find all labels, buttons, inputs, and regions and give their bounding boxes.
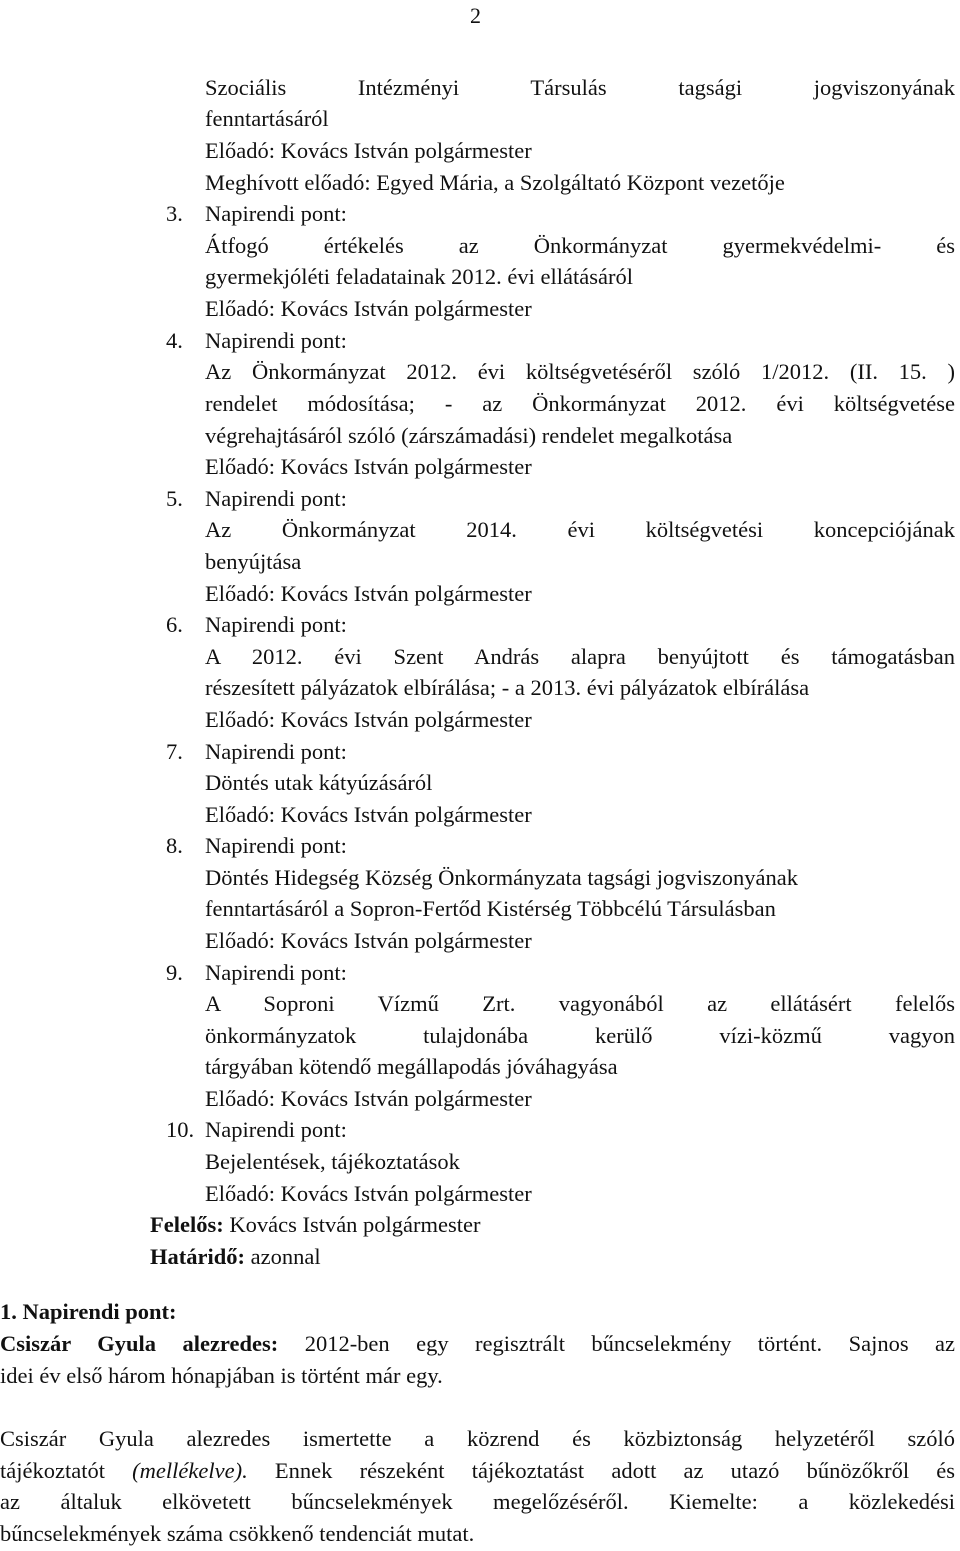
page-number: 2 xyxy=(470,3,481,28)
item-9-number: 9. xyxy=(166,960,183,985)
item-4-presenter: Előadó: Kovács István polgármester xyxy=(205,454,532,479)
item-7-heading: Napirendi pont: xyxy=(205,739,347,764)
item-3-presenter: Előadó: Kovács István polgármester xyxy=(205,296,532,321)
intro-presenter: Előadó: Kovács István polgármester xyxy=(205,138,532,163)
item-10-number: 10. xyxy=(166,1117,195,1142)
p2-line-2-b: Ennek részeként tájékoztatást adott az utazó bűnözőkről és xyxy=(274,1458,956,1483)
attachment-note: (mellékelve). xyxy=(132,1458,248,1483)
section-1-p1-line-2: idei év első három hónapjában is történt már egy. xyxy=(0,1363,443,1388)
item-10-title-1: Bejelentések, tájékoztatások xyxy=(205,1149,460,1174)
item-6-heading: Napirendi pont: xyxy=(205,612,347,637)
item-10-heading: Napirendi pont: xyxy=(205,1117,347,1142)
item-7-number: 7. xyxy=(166,739,183,764)
item-3-number: 3. xyxy=(166,201,183,226)
deadline-label: Határidő: xyxy=(150,1244,245,1269)
item-5-number: 5. xyxy=(166,486,183,511)
item-6-number: 6. xyxy=(166,612,183,637)
item-6-title-2: részesített pályázatok elbírálása; - a 2013. évi pályázatok elbírálása xyxy=(205,675,810,700)
responsible-line xyxy=(150,1211,481,1239)
item-8-title-2: fenntartásáról a Sopron-Fertőd Kistérség Többcélú Társulásban xyxy=(205,896,776,921)
p2-line-2-a: tájékoztatót xyxy=(0,1458,105,1483)
item-8-title-1: Döntés Hidegség Község Önkormányzata tagsági jogviszonyának xyxy=(205,865,798,890)
section-1-heading: 1. Napirendi pont: xyxy=(0,1299,177,1324)
item-4-title-1: Az Önkormányzat 2012. évi költségvetéséről szóló 1/2012. (II. 15. ) xyxy=(205,359,955,384)
responsible-label: Felelős: xyxy=(150,1212,224,1237)
section-1-p2-line-2 xyxy=(0,1457,955,1485)
item-5-presenter: Előadó: Kovács István polgármester xyxy=(205,581,532,606)
item-3-title-1: Átfogó értékelés az Önkormányzat gyermekvédelmi- és xyxy=(205,233,955,258)
item-4-number: 4. xyxy=(166,328,183,353)
section-1-p2-line-1: Csiszár Gyula alezredes ismertette a közrend és közbiztonság helyzetéről szóló xyxy=(0,1426,955,1451)
item-9-title-2: önkormányzatok tulajdonába kerülő vízi-közmű vagyon xyxy=(205,1023,955,1048)
speaker-name: Csiszár Gyula alezredes: xyxy=(0,1331,279,1356)
item-3-title-2: gyermekjóléti feladatainak 2012. évi ellátásáról xyxy=(205,264,633,289)
item-5-heading: Napirendi pont: xyxy=(205,486,347,511)
item-9-title-3: tárgyában kötendő megállapodás jóváhagyása xyxy=(205,1054,618,1079)
item-3-heading: Napirendi pont: xyxy=(205,201,347,226)
item-9-presenter: Előadó: Kovács István polgármester xyxy=(205,1086,532,1111)
section-1-p2-line-3: az általuk elkövetett bűncselekmények megelőzéséről. Kiemelte: a közlekedési xyxy=(0,1489,955,1514)
item-7-title-1: Döntés utak kátyúzásáról xyxy=(205,770,433,795)
item-6-title-1: A 2012. évi Szent András alapra benyújtott és támogatásban xyxy=(205,644,955,669)
item-8-heading: Napirendi pont: xyxy=(205,833,347,858)
item-10-presenter: Előadó: Kovács István polgármester xyxy=(205,1181,532,1206)
intro-line-1: Szociális Intézményi Társulás tagsági jogviszonyának xyxy=(205,75,955,100)
item-9-heading: Napirendi pont: xyxy=(205,960,347,985)
section-1-p1-line-1 xyxy=(0,1330,955,1358)
p1-line-1-text: 2012-ben egy regisztrált bűncselekmény történt. Sajnos az xyxy=(304,1331,955,1356)
item-4-title-3: végrehajtásáról szóló (zárszámadási) rendelet megalkotása xyxy=(205,423,733,448)
deadline-value: azonnal xyxy=(250,1244,321,1269)
item-9-title-1: A Soproni Vízmű Zrt. vagyonából az ellátásért felelős xyxy=(205,991,955,1016)
intro-guest: Meghívott előadó: Egyed Mária, a Szolgáltató Központ vezetője xyxy=(205,170,785,195)
item-7-presenter: Előadó: Kovács István polgármester xyxy=(205,802,532,827)
item-6-presenter: Előadó: Kovács István polgármester xyxy=(205,707,532,732)
item-5-title-2: benyújtása xyxy=(205,549,302,574)
intro-line-2: fenntartásáról xyxy=(205,106,329,131)
section-1-p2-line-4: bűncselekmények száma csökkenő tendenciát mutat. xyxy=(0,1521,475,1546)
item-4-heading: Napirendi pont: xyxy=(205,328,347,353)
item-5-title-1: Az Önkormányzat 2014. évi költségvetési koncepciójának xyxy=(205,517,955,542)
item-4-title-2: rendelet módosítása; - az Önkormányzat 2012. évi költségvetése xyxy=(205,391,955,416)
deadline-line xyxy=(150,1243,321,1271)
item-8-presenter: Előadó: Kovács István polgármester xyxy=(205,928,532,953)
responsible-value: Kovács István polgármester xyxy=(229,1212,481,1237)
item-8-number: 8. xyxy=(166,833,183,858)
